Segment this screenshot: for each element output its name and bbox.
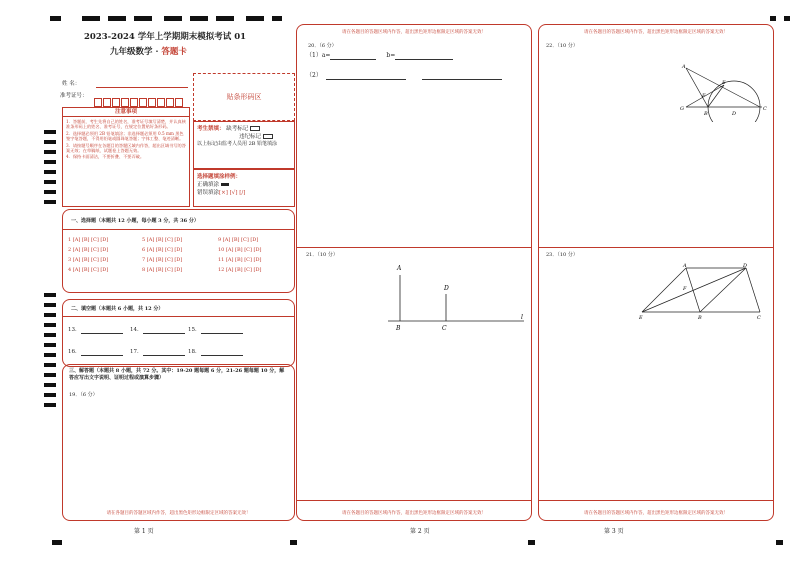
absent-label: 缺考标记: [226, 126, 249, 132]
point-label: G: [680, 106, 684, 112]
fill-item-label: 13．: [68, 327, 81, 333]
line-label: l: [521, 314, 523, 321]
point-label: D: [732, 111, 737, 117]
q19-label: 19．（6 分）: [69, 392, 98, 398]
q23-figure: [636, 262, 768, 322]
point-label: E: [639, 315, 643, 321]
name-label: 姓 名：: [62, 81, 81, 87]
point-label: E: [722, 80, 726, 86]
forbidden-note: 以上标记由监考人员用 2B 铅笔填涂: [197, 141, 278, 147]
absent-checkbox[interactable]: [250, 126, 260, 131]
choice-question[interactable]: 1 [A] [B] [C] [D]: [68, 237, 109, 243]
forbidden-title: 考生禁填：: [197, 126, 225, 132]
point-label: C: [757, 315, 761, 321]
forbidden-box: [193, 121, 295, 169]
choice-question[interactable]: 5 [A] [B] [C] [D]: [142, 237, 183, 243]
page-number: 第 1 页: [134, 528, 154, 535]
correct-fill-mark: [221, 183, 229, 186]
q20-b-label: b=: [386, 52, 396, 59]
point-label: F: [683, 286, 687, 292]
choice-question[interactable]: 3 [A] [B] [C] [D]: [68, 257, 109, 263]
choice-question[interactable]: 10 [A] [B] [C] [D]: [218, 247, 262, 253]
q22-figure: [676, 60, 772, 122]
point-label: B: [698, 315, 702, 321]
q20-p2-label: （2）: [306, 72, 322, 79]
point-label: B: [396, 325, 401, 332]
choice-question[interactable]: 2 [A] [B] [C] [D]: [68, 247, 109, 253]
notice-box: [62, 107, 190, 207]
solve-title: 三、解答题（本题共 8 小题，共 72 分。其中：19-20 题每题 6 分，21-26 题每题 10 分，解答应写出文字说明、证明过程或演算步骤）: [69, 368, 285, 381]
choice-title: 一、选择题（本题共 12 小题，每小题 3 分，共 36 分）: [71, 218, 199, 224]
q22-label: 22．（10 分）: [546, 43, 578, 49]
q20-p2-input-2[interactable]: [422, 72, 502, 80]
violation-label: 违纪标记: [239, 134, 262, 140]
answer-card-label: 答题卡: [161, 47, 187, 57]
wrong-fill-marks: [×] [√] [/]: [219, 190, 246, 196]
name-input[interactable]: [96, 87, 188, 88]
exam-id-label: 准考证号：: [60, 93, 88, 99]
subject-label: 九年级数学 ·: [110, 47, 162, 57]
warning-text: 请在各题目的答题区域内作答，超出黑色矩形边框限定区域的答案无效！: [584, 30, 728, 35]
fill-item-label: 18．: [188, 349, 201, 355]
point-label: A: [683, 263, 687, 269]
point-label: C: [442, 325, 447, 332]
fill-answer-input[interactable]: [143, 348, 185, 356]
choice-question[interactable]: 8 [A] [B] [C] [D]: [142, 267, 183, 273]
choice-question[interactable]: 6 [A] [B] [C] [D]: [142, 247, 183, 253]
point-label: B: [704, 111, 708, 117]
warning-text: 请在各题目的答题区域内作答，超出黑色矩形边框限定区域的答案无效！: [584, 511, 728, 516]
notice-item: 1．答题前，考生先将自己的姓名，准考证号填写清楚，并认真核准条形码上的姓名、准考证号，在规定位置贴好条形码。: [66, 119, 186, 130]
fill-item-label: 16．: [68, 349, 81, 355]
q20-p2-input-1[interactable]: [326, 72, 406, 80]
point-label: F: [702, 93, 706, 99]
page-title: 2023-2024 学年上学期期末模拟考试 01: [84, 32, 247, 42]
fill-title: 二、填空题（本题共 6 小题，共 12 分）: [71, 306, 164, 312]
point-label: C: [763, 106, 767, 112]
fill-item-label: 14．: [130, 327, 143, 333]
solve-section: [62, 364, 295, 521]
violation-checkbox[interactable]: [263, 134, 273, 139]
page-number: 第 3 页: [604, 528, 624, 535]
barcode-label: 贴条形码区: [226, 93, 262, 101]
fill-item-label: 15．: [188, 327, 201, 333]
notice-item: 2．选择题必须用 2B 铅笔填涂；非选择题必须用 0.5 mm 黑色签字笔答题，不得用铅笔或圆珠笔答题；字体工整、笔迹清晰。: [66, 130, 184, 142]
q20-b-input[interactable]: [395, 52, 453, 60]
warning-text: 请在各题目的答题区域内作答，超出黑色矩形边框限定区域的答案无效！: [106, 511, 251, 516]
notice-item: 4．保持卡面清洁，不要折叠、不要弄破。: [66, 154, 145, 160]
fill-sample-box: [193, 169, 295, 207]
fill-sample-title: 选择题填涂样例：: [197, 174, 242, 180]
wrong-fill-label: 错误填涂: [197, 190, 220, 196]
q21-label: 21．（10 分）: [306, 252, 338, 258]
choice-question[interactable]: 9 [A] [B] [C] [D]: [218, 237, 259, 243]
page-subtitle: [110, 48, 187, 56]
point-label: A: [682, 64, 686, 70]
q20-label: 20．（6 分）: [308, 43, 337, 49]
choice-question[interactable]: 11 [A] [B] [C] [D]: [218, 257, 262, 263]
q23-label: 23．（10 分）: [546, 252, 578, 258]
fill-answer-input[interactable]: [81, 326, 123, 334]
correct-fill-label: 正确填涂: [197, 182, 220, 188]
warning-text: 请在各题目的答题区域内作答，超出黑色矩形边框限定区域的答案无效！: [342, 30, 486, 35]
fill-answer-input[interactable]: [201, 348, 243, 356]
fill-item-label: 17．: [130, 349, 143, 355]
page-number: 第 2 页: [410, 528, 430, 535]
q20-a-input[interactable]: [330, 52, 376, 60]
notice-item: 3．请按题号顺序在各题目的答题区域内作答，超出区域书写的答案无效；在草稿纸、试题卷上答题无效。: [66, 142, 186, 154]
point-label: D: [743, 263, 748, 269]
choice-question[interactable]: 7 [A] [B] [C] [D]: [142, 257, 183, 263]
notice-title: 注意事项: [63, 108, 189, 117]
fill-answer-input[interactable]: [81, 348, 123, 356]
choice-question[interactable]: 12 [A] [B] [C] [D]: [218, 267, 262, 273]
point-label: A: [397, 265, 402, 272]
warning-text: 请在各题目的答题区域内作答，超出黑色矩形边框限定区域的答案无效！: [342, 511, 486, 516]
q21-figure: [380, 260, 530, 335]
barcode-area: [193, 73, 295, 121]
point-label: D: [444, 285, 449, 292]
choice-question[interactable]: 4 [A] [B] [C] [D]: [68, 267, 109, 273]
q20-a-label: （1）a=: [306, 52, 331, 59]
fill-answer-input[interactable]: [143, 326, 185, 334]
fill-answer-input[interactable]: [201, 326, 243, 334]
